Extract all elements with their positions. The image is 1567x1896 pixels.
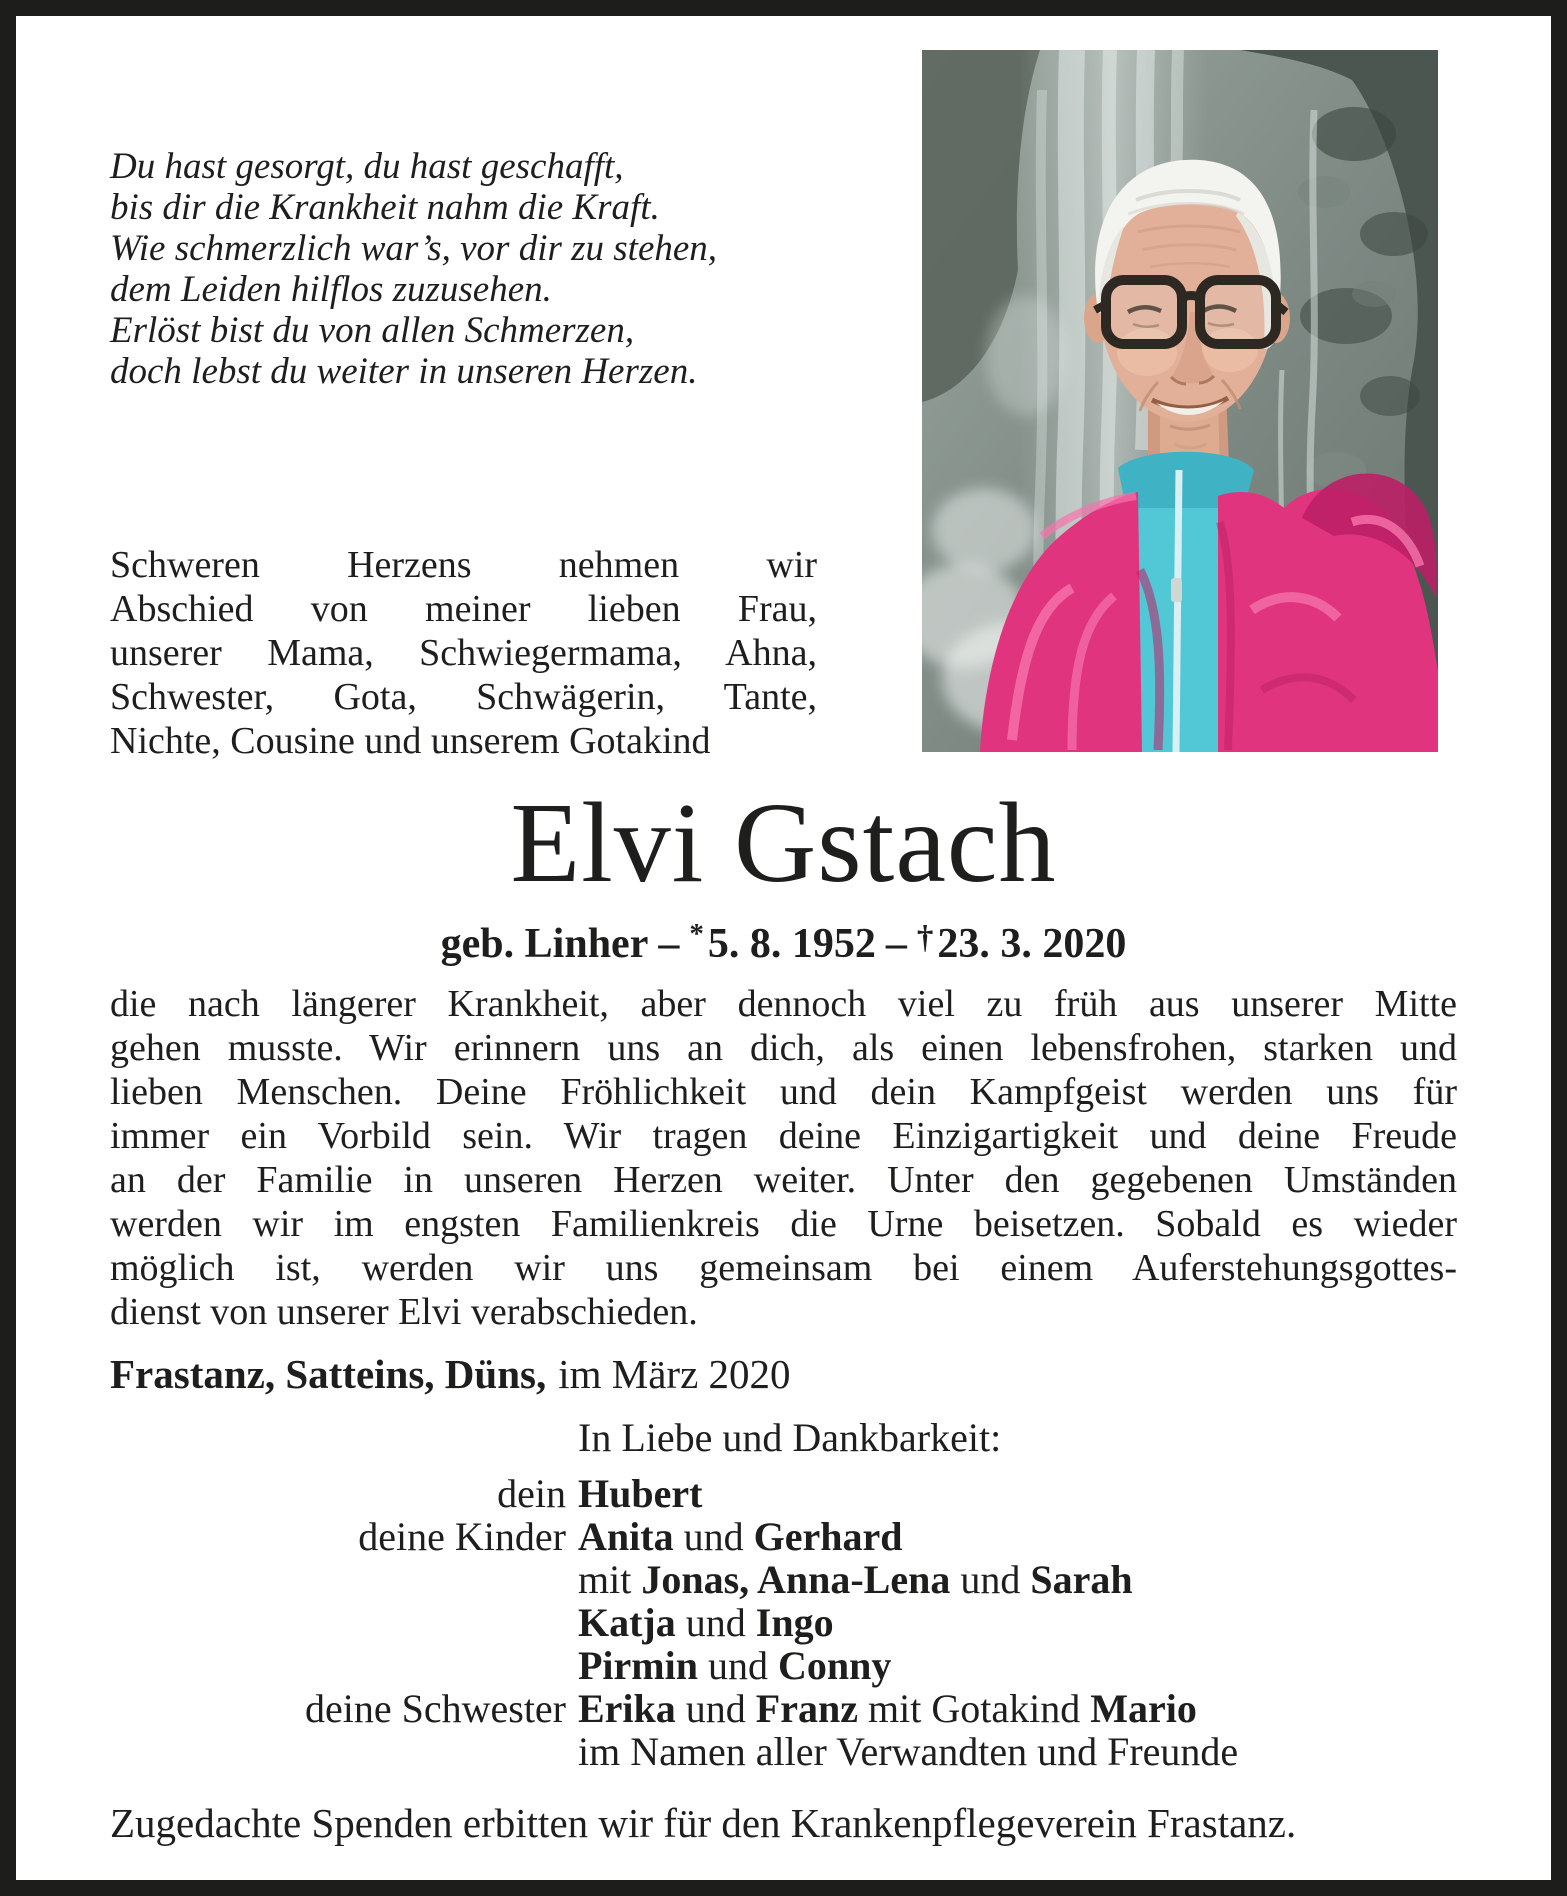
connector-text: mit	[578, 1557, 642, 1602]
mourner-names	[566, 1558, 1133, 1601]
birth-date: 5. 8. 1952	[707, 921, 876, 967]
death-dagger-symbol: †	[916, 920, 934, 956]
intro-line: Schwester, Gota, Schwägerin, Tante,	[110, 676, 817, 718]
mourner-name: Erika	[578, 1686, 676, 1731]
mourner-names	[566, 1515, 902, 1558]
relation-label	[110, 1558, 566, 1601]
body-line: die nach längerer Krankheit, aber dennoch viel zu früh aus unserer Mitte	[110, 983, 1457, 1025]
mourner-line	[110, 1558, 1457, 1601]
mourner-name: Conny	[777, 1643, 892, 1688]
dash-separator: –	[658, 921, 680, 967]
zipper-pull	[1171, 578, 1182, 602]
poem-line: Wie schmerzlich war’s, vor dir zu stehen,	[110, 228, 718, 269]
closing-heading: In Liebe und Dankbarkeit:	[578, 1415, 1002, 1460]
poem-line: Du hast gesorgt, du hast geschafft,	[110, 146, 624, 187]
mourner-names	[566, 1472, 702, 1515]
mourner-name: Jonas, Anna-Lena	[641, 1557, 951, 1602]
relation-label: dein	[497, 1471, 566, 1516]
relation-label	[110, 1644, 566, 1687]
relation-label: deine Kinder	[358, 1514, 566, 1559]
maiden-name: geb. Linher	[440, 921, 649, 967]
intro-line: Nichte, Cousine und unserem Gotakind	[110, 720, 711, 762]
farewell-intro-paragraph	[110, 543, 817, 763]
mourner-name: Franz	[755, 1686, 858, 1731]
mourner-name: Anita	[578, 1514, 674, 1559]
place-date-line	[110, 1350, 791, 1398]
mourners-section	[110, 1416, 1457, 1773]
mourner-name: Mario	[1090, 1686, 1197, 1731]
donation-note: Zugedachte Spenden erbitten wir für den Krankenpflegeverein Frastanz.	[110, 1800, 1297, 1846]
mourner-line	[110, 1515, 1457, 1558]
mourner-name: Hubert	[578, 1471, 703, 1516]
relation-label: deine Schwester	[304, 1686, 566, 1731]
dash-separator: –	[885, 921, 907, 967]
body-line: lieben Menschen. Deine Fröhlichkeit und dein Kampfgeist werden uns für	[110, 1071, 1457, 1113]
mourner-name: Sarah	[1030, 1557, 1133, 1602]
mourner-names	[566, 1687, 1197, 1730]
intro-line: Abschied von meiner lieben Frau,	[110, 588, 817, 630]
mourner-line	[110, 1644, 1457, 1687]
connector-text: und	[697, 1643, 778, 1688]
portrait-photo	[922, 50, 1438, 752]
mourner-names	[566, 1644, 891, 1687]
connector-text: und	[675, 1600, 756, 1645]
places: Frastanz, Satteins, Düns,	[110, 1351, 547, 1397]
shirt-zipper	[1176, 470, 1179, 752]
mourner-name: Katja	[578, 1600, 676, 1645]
body-line: werden wir im engsten Familienkreis die Urne beisetzen. Sobald es wieder	[110, 1203, 1457, 1245]
intro-line: Schweren Herzens nehmen wir	[110, 544, 817, 586]
intro-line: unserer Mama, Schwiegermama, Ahna,	[110, 632, 817, 674]
mourner-names	[566, 1601, 834, 1644]
mourner-name: Gerhard	[753, 1514, 903, 1559]
poem-line: Erlöst bist du von allen Schmerzen,	[110, 310, 635, 351]
poem-line: doch lebst du weiter in unseren Herzen.	[110, 351, 698, 392]
mourner-line	[110, 1687, 1457, 1730]
connector-text: im Namen aller Verwandten und Freunde	[578, 1729, 1239, 1774]
poem-line: dem Leiden hilflos zuzusehen.	[110, 269, 552, 310]
mourner-line	[110, 1601, 1457, 1644]
connector-text: und	[950, 1557, 1031, 1602]
body-line: immer ein Vorbild sein. Wir tragen deine Einzigartigkeit und deine Freude	[110, 1115, 1457, 1157]
poem-line: bis dir die Krankheit nahm die Kraft.	[110, 187, 660, 228]
connector-text: und	[673, 1514, 754, 1559]
body-line: an der Familie in unseren Herzen weiter. Unter den gegebenen Umständen	[110, 1159, 1457, 1201]
body-line: möglich ist, werden wir uns gemeinsam bei einem Auferstehungsgottes-	[110, 1247, 1457, 1289]
body-line: gehen musste. Wir erinnern uns an dich, als einen lebensfrohen, starken und	[110, 1027, 1457, 1069]
mourner-names	[566, 1730, 1238, 1773]
mourner-name: Ingo	[755, 1600, 834, 1645]
obituary-body-paragraph	[110, 982, 1457, 1334]
connector-text: mit Gotakind	[857, 1686, 1091, 1731]
mourner-line	[110, 1472, 1457, 1515]
mourner-line	[110, 1730, 1457, 1773]
portrait-photo-illustration	[922, 50, 1438, 752]
death-date: 23. 3. 2020	[937, 921, 1127, 967]
relation-label	[110, 1730, 566, 1773]
body-line: dienst von unserer Elvi verabschieden.	[110, 1291, 698, 1333]
month-year: im März 2020	[558, 1351, 791, 1397]
mourners-list	[110, 1472, 1457, 1773]
mourner-name: Pirmin	[578, 1643, 698, 1688]
connector-text: und	[675, 1686, 756, 1731]
birth-star-symbol: *	[689, 918, 704, 950]
life-dates-line	[110, 918, 1457, 968]
deceased-name: Elvi Gstach	[510, 779, 1057, 906]
memorial-poem	[110, 146, 717, 392]
relation-label	[110, 1601, 566, 1644]
